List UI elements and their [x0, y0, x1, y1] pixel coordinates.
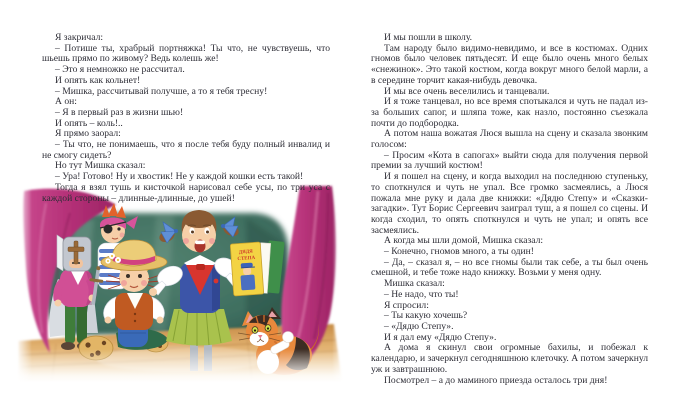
paragraph: А он: [55, 96, 77, 108]
paragraph: – Просим «Кота в сапогах» выйти сюда для получения первой премии за лучший костюм! [371, 149, 648, 172]
paragraph: Я закричал: [55, 32, 104, 43]
paragraph: И я пошел на сцену, и когда выходил на последнюю ступеньку, то споткнулся и чуть не упал. Все громко засмеялись, а Люся пожала мне руку и дала две книжки: «Дядю Степу» и «Сказки-загадки». Тут Борис Сергеевич заиграл туш, а я пошел со сцены. И когда сходил, то опять споткнулся и чуть не упал; и опять все засмеялись. [371, 171, 648, 236]
paragraph: – Да, – сказал я, – но все гномы были так себе, а ты был очень смешной, и тебе тоже надо книжку. Возьми у меня одну. [371, 256, 648, 279]
paragraph: – Ты какую хочешь? [384, 310, 468, 322]
paragraph: И я тоже танцевал, но все время спотыкался и чуть не падал из-за больших сапог, и шляпа тоже, как назло, постоянно съезжала почти до подбородка. [371, 96, 648, 129]
paragraph: Я спросил: [384, 299, 429, 311]
paragraph: – Это я немножко не рассчитал. [55, 64, 185, 76]
paragraph: – Мишка, рассчитывай получше, а то я тебя тресну! [55, 85, 268, 97]
paragraph: А дома я скинул свои огромные бахилы, и побежал к календарю, и зачеркнул сегодняшнюю клеточку. А потом зачеркнул уж и завтрашнюю. [371, 342, 648, 375]
stage-illustration [16, 183, 348, 385]
paragraph: Но тут Мишка сказал: [55, 160, 146, 172]
paragraph: Тогда я взял тушь и кисточкой нарисовал себе усы, по три уса с каждой стороны – длинные-длинные, до ушей! [42, 181, 330, 204]
paragraph: – Не надо, что ты! [384, 288, 459, 300]
paragraph: А потом наша вожатая Люся вышла на сцену и сказала звонким голосом: [371, 128, 648, 151]
paragraph: Я прямо заорал: [55, 128, 121, 140]
paragraph: – Потише ты, храбрый портняжка! Ты что, не чувствуешь, что шьешь прямо по живому? Ведь колешь же! [42, 42, 330, 65]
paragraph: И мы пошли в школу. [384, 32, 473, 43]
paragraph: А когда мы шли домой, Мишка сказал: [384, 235, 544, 247]
paragraph: – Ура! Готово! Ну и хвостик! Не у каждой кошки есть такой! [55, 171, 304, 183]
paragraph: И опять как кольнет! [55, 74, 141, 86]
paragraph: И я дал ему «Дядю Степу». [384, 331, 497, 343]
paragraph: – Я в первый раз в жизни шью! [55, 106, 184, 118]
paragraph: – Конечно, гномов много, а ты один! [384, 246, 534, 258]
paragraph: И опять – коль!.. [55, 117, 123, 129]
paragraph: – Ты что, не понимаешь, что я после тебя буду полный инвалид и не смогу сидеть? [42, 139, 330, 161]
paragraph: – «Дядю Степу». [384, 320, 454, 332]
book-cover-title-line1: ДЯДЯ [238, 249, 254, 256]
paragraph: Мишка сказал: [384, 278, 445, 290]
paragraph: Там народу было видимо-невидимо, и все в костюмах. Одних гномов было человек пятьдесят. И еще было очень много белых «снежинок». Это такой костюм, когда вокруг много белой марли, а в середине торчит какая-нибудь девочка. [371, 42, 648, 86]
prize-books [230, 240, 284, 296]
left-page-text [42, 33, 330, 204]
book-cover-title-line2: СТЕПА [237, 255, 256, 263]
right-page-text [371, 33, 648, 386]
paragraph: Посмотрел – а до маминого приезда осталось три дня! [384, 374, 608, 386]
paragraph: И мы все очень веселились и танцевали. [384, 85, 550, 97]
